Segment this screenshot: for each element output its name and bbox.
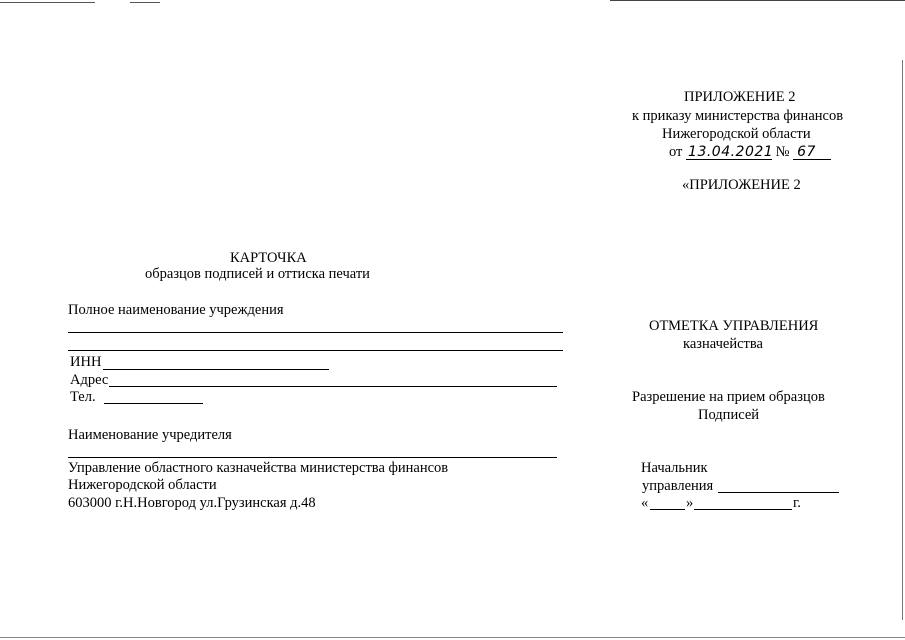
inn-line xyxy=(103,369,329,370)
founder-address: 603000 г.Н.Новгород ул.Грузинская д.48 xyxy=(68,495,316,511)
appendix-quote-title: «ПРИЛОЖЕНИЕ 2 xyxy=(682,177,801,193)
address-line xyxy=(109,386,557,387)
appendix-order-line: к приказу министерства финансов xyxy=(632,108,844,124)
day-line xyxy=(650,509,685,510)
founder-name-line1: Управление областного казначейства министерства финансов xyxy=(68,460,449,476)
appendix-title: ПРИЛОЖЕНИЕ 2 xyxy=(684,89,796,105)
full-name-line-2 xyxy=(68,350,563,351)
appendix-region-line: Нижегородской области xyxy=(662,126,811,142)
date-close-quote: » xyxy=(686,495,694,511)
handwritten-date: 13.04.2021 xyxy=(688,144,774,160)
scan-artifact xyxy=(130,2,160,3)
signature-line xyxy=(718,492,839,493)
number-sign: № xyxy=(775,144,790,160)
permission-line2: Подписей xyxy=(698,407,760,423)
founder-label: Наименование учредителя xyxy=(68,427,232,443)
full-name-line-1 xyxy=(68,332,563,333)
treasury-mark-subtitle: казначейства xyxy=(683,336,763,352)
appendix-date-row xyxy=(669,145,831,160)
card-subtitle: образцов подписей и оттиска печати xyxy=(145,266,370,282)
founder-line xyxy=(68,457,557,458)
date-open-quote: « xyxy=(641,495,649,511)
department-label: управления xyxy=(642,478,714,494)
permission-line1: Разрешение на прием образцов xyxy=(632,389,825,405)
full-name-label: Полное наименование учреждения xyxy=(68,302,284,318)
treasury-mark-title: ОТМЕТКА УПРАВЛЕНИЯ xyxy=(649,318,819,334)
year-suffix: г. xyxy=(793,495,801,511)
inn-label: ИНН xyxy=(70,354,102,370)
card-title: КАРТОЧКА xyxy=(230,250,307,266)
phone-label: Тел. xyxy=(70,389,96,405)
scan-artifact xyxy=(610,0,905,1)
address-label: Адрес xyxy=(70,372,109,388)
scan-artifact xyxy=(902,60,903,620)
month-line xyxy=(694,509,792,510)
scan-artifact xyxy=(0,637,905,638)
scan-artifact xyxy=(0,2,95,3)
chief-label: Начальник xyxy=(641,460,708,476)
founder-name-line2: Нижегородской области xyxy=(68,477,217,493)
date-prefix: от xyxy=(669,144,683,160)
phone-line xyxy=(104,403,203,404)
handwritten-number: 67 xyxy=(793,145,831,160)
